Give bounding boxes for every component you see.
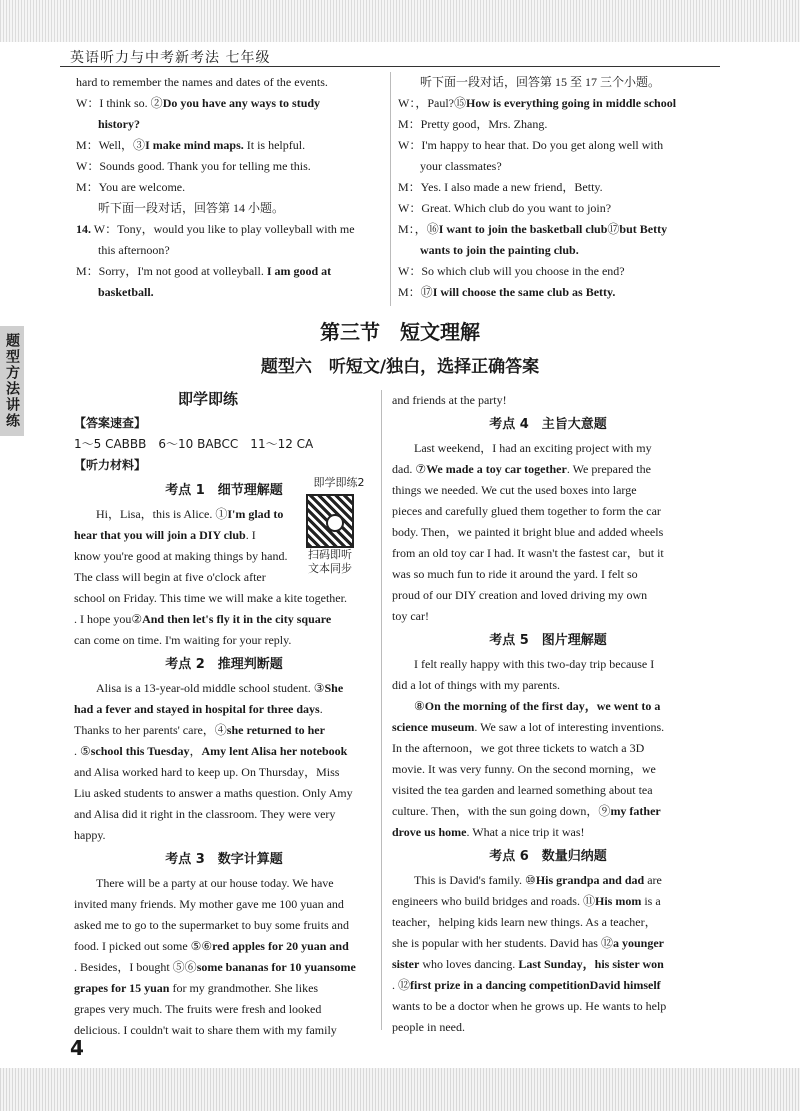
bold-run: We made a toy car together <box>426 462 567 476</box>
text-run: was so much fun to ride it around the yard. I felt so <box>392 567 638 581</box>
text-line <box>398 93 703 114</box>
speaker-label: M： <box>398 180 421 194</box>
speaker-label: W： <box>398 138 422 152</box>
marker: ③ <box>313 681 325 695</box>
text-run: food. I picked out some <box>74 939 191 953</box>
bold-run: a younger <box>612 936 664 950</box>
marker: ⑧ <box>414 699 425 713</box>
marker: ⑨ <box>598 804 611 818</box>
speaker-label: W： <box>398 96 416 110</box>
bold-run: school this Tuesday <box>90 744 190 758</box>
text-run: did a lot of things with my parents. <box>392 678 560 692</box>
text-line <box>392 912 704 933</box>
text-run: Sounds good. Thank you for telling me this. <box>99 159 311 173</box>
bold-run: some <box>329 960 356 974</box>
text-run: Great. Which club do you want to join? <box>421 201 612 215</box>
text-line <box>76 177 381 198</box>
text-run: this afternoon? <box>98 243 170 257</box>
bold-run: but Betty <box>619 222 668 236</box>
text-line <box>398 198 703 219</box>
text-run: asked me to go to the supermarket to buy some fruits and <box>74 918 349 932</box>
bold-run: I make mind maps. <box>145 138 244 152</box>
section-subtitle: 题型六 听短文/独白，选择正确答案 <box>260 357 540 377</box>
text-run: is a <box>641 894 661 908</box>
text-line <box>392 975 704 996</box>
text-run: ，Paul? <box>415 96 454 110</box>
text-line <box>398 240 703 261</box>
speaker-label: M： <box>76 264 99 278</box>
text-run: movie. It was very funny. On the second morning，we <box>392 762 656 776</box>
text-run: invited many friends. My mother gave me 100 yuan and <box>74 897 344 911</box>
text-run: . Besides，I bought <box>74 960 173 974</box>
bold-run: basketball. <box>98 285 154 299</box>
marker: ⑯ <box>426 222 439 236</box>
text-line <box>76 156 381 177</box>
text-line <box>392 564 704 585</box>
subheading: 考点 6 数量归纳题 <box>489 849 607 864</box>
bold-run: His grandpa and dad <box>535 873 645 887</box>
text-line <box>74 699 374 720</box>
text-line <box>76 72 381 93</box>
text-line <box>74 936 374 957</box>
text-line <box>74 546 302 567</box>
text-run: and Alisa worked hard to keep up. On Thursday，Miss <box>74 765 340 779</box>
subheading: 考点 1 细节理解题 <box>165 483 283 498</box>
text-run: wants to be a doctor when he grows up. He wants to help <box>392 999 667 1013</box>
text-run: Sorry，I'm not good at volleyball. <box>98 264 267 278</box>
text-line <box>76 219 381 240</box>
marker: ⑰ <box>607 222 620 236</box>
text-line <box>392 738 704 759</box>
text-line <box>392 822 704 843</box>
text-line <box>74 978 374 999</box>
text-line <box>74 915 374 936</box>
text-line <box>74 504 302 525</box>
text-line <box>392 438 704 459</box>
text-line <box>392 522 704 543</box>
speaker-label: M： <box>76 138 99 152</box>
text-line <box>74 894 374 915</box>
column-divider-top <box>390 72 391 306</box>
text-line <box>398 219 703 240</box>
materials-label: 【听力材料】 <box>74 458 147 472</box>
text-run: can come on time. I'm waiting for your reply. <box>74 633 292 647</box>
speaker-label: W： <box>76 159 100 173</box>
bold-run: had a fever and stayed in hospital for three days <box>74 702 320 716</box>
header-rule <box>60 66 720 67</box>
bold-run: I will choose the same club as Betty. <box>432 285 616 299</box>
text-line <box>398 282 703 303</box>
text-line <box>392 501 704 522</box>
bold-run: David himself <box>589 978 661 992</box>
marker: ① <box>215 507 228 521</box>
text-line <box>392 1017 704 1038</box>
text-run: Alisa is a 13-year-old middle school student. <box>96 681 314 695</box>
text-line <box>74 678 374 699</box>
text-run: . We saw a lot of interesting inventions. <box>474 720 665 734</box>
text-run: from an old toy car I had. It wasn't the fastest car，but it <box>392 546 664 560</box>
bold-run: drove us home <box>392 825 467 839</box>
speaker-label: W： <box>93 222 118 236</box>
text-line <box>76 135 381 156</box>
text-line <box>398 72 703 93</box>
text-run: . What a nice trip it was! <box>466 825 585 839</box>
marker: ⑤⑥ <box>190 939 213 953</box>
speaker-label: W： <box>398 201 422 215</box>
text-line <box>392 606 704 627</box>
speaker-label: W： <box>76 96 100 110</box>
marker: ⑦ <box>415 462 427 476</box>
column-divider <box>381 390 382 1030</box>
text-run: This is David's family. <box>414 873 526 887</box>
marker: ⑮ <box>454 96 467 110</box>
text-run: . <box>74 744 80 758</box>
top-right-dialogue <box>398 72 703 303</box>
marker: ② <box>131 612 143 626</box>
text-line <box>76 93 381 114</box>
text-run: school on Friday. This time we will make a kite together. <box>74 591 347 605</box>
text-line <box>392 870 704 891</box>
text-run: teacher，helping kids learn new things. As a teacher， <box>392 915 657 929</box>
text-line <box>392 654 704 675</box>
bold-run: Amy lent Alisa her notebook <box>201 744 348 758</box>
bold-run: some bananas for 10 yuan <box>196 960 330 974</box>
text-line <box>74 957 374 978</box>
bold-run: hear that you will join a DIY club <box>74 528 246 542</box>
text-run: and friends at the party! <box>392 393 507 407</box>
marker: ② <box>150 96 163 110</box>
marker: ④ <box>214 723 227 737</box>
subheading: 考点 2 推理判断题 <box>165 657 283 672</box>
marker: ⑫ <box>600 936 613 950</box>
text-run: ， <box>414 222 427 236</box>
text-line <box>74 525 302 546</box>
text-line <box>392 759 704 780</box>
text-run: So which club will you choose in the end? <box>421 264 625 278</box>
text-run: . <box>319 702 323 716</box>
text-line <box>392 717 704 738</box>
text-line <box>392 585 704 606</box>
marker: ⑩ <box>525 873 536 887</box>
bold-run: grapes for 15 yuan <box>74 981 170 995</box>
text-run: I think so. <box>99 96 151 110</box>
bold-run: Last Sunday，his sister won <box>518 957 664 971</box>
text-line <box>74 1020 374 1041</box>
text-line <box>392 891 704 912</box>
bold-run: And then let's fly it in the city square <box>142 612 332 626</box>
text-run: engineers who build bridges and roads. <box>392 894 583 908</box>
text-line <box>398 177 703 198</box>
text-run: Last weekend，I had an exciting project with my <box>414 441 652 455</box>
subheading: 考点 5 图片理解题 <box>489 633 607 648</box>
text-run: Thanks to her parents' care， <box>74 723 215 737</box>
side-tab: 题型方法讲练 <box>0 326 24 436</box>
text-line <box>392 933 704 954</box>
page-number: 4 <box>70 1036 84 1060</box>
speaker-label: M： <box>76 180 99 194</box>
text-line <box>74 783 374 804</box>
top-left-dialogue <box>76 72 381 303</box>
text-run: Yes. I also made a new friend，Betty. <box>420 180 603 194</box>
text-line <box>392 543 704 564</box>
text-line <box>392 780 704 801</box>
text-line <box>392 390 704 411</box>
text-run: ， <box>189 744 202 758</box>
bold-run: history? <box>98 117 140 131</box>
text-run: visited the tea garden and learned something about tea <box>392 783 653 797</box>
bold-run: my father <box>610 804 661 818</box>
marker: ③ <box>133 138 146 152</box>
text-line <box>74 609 374 630</box>
text-run: 听下面一段对话，回答第 15 至 17 三个小题。 <box>420 75 661 89</box>
speaker-label: M： <box>398 285 421 299</box>
text-run: You are welcome. <box>98 180 186 194</box>
text-run: hard to remember the names and dates of the events. <box>76 75 328 89</box>
text-run: It is helpful. <box>243 138 306 152</box>
text-run: Pretty good，Mrs. Zhang. <box>420 117 548 131</box>
text-run: . <box>392 978 398 992</box>
text-run: delicious. I couldn't wait to share them with my family <box>74 1023 337 1037</box>
text-line <box>76 282 381 303</box>
bold-run: On the morning of the first day，we went to a <box>424 699 661 713</box>
text-run: your classmates? <box>420 159 502 173</box>
text-run: 听下面一段对话，回答第 14 小题。 <box>98 201 285 215</box>
qr-label: 即学即练2 <box>313 476 365 489</box>
text-run: The class will begin at five o'clock after <box>74 570 266 584</box>
bold-run: sister <box>392 957 420 971</box>
question-number: 14. <box>76 222 91 236</box>
bold-run: first prize in a dancing competition <box>410 978 590 992</box>
text-line <box>392 480 704 501</box>
text-run: happy. <box>74 828 106 842</box>
text-line <box>76 198 381 219</box>
bold-run: Do you have any ways to study <box>162 96 321 110</box>
text-line <box>392 696 704 717</box>
text-line <box>398 261 703 282</box>
bold-run: red apples for 20 yuan and <box>212 939 349 953</box>
scan-noise-top <box>0 0 800 42</box>
bold-run: His mom <box>594 894 642 908</box>
answers-label: 【答案速查】 <box>74 416 147 430</box>
text-line <box>74 630 374 651</box>
page-header: 英语听力与中考新考法 七年级 <box>70 50 271 66</box>
bold-run: How is everything going in middle school <box>466 96 677 110</box>
text-run: people in need. <box>392 1020 465 1034</box>
text-run: proud of our DIY creation and loved driving my own <box>392 588 648 602</box>
bold-run: I'm glad to <box>227 507 284 521</box>
text-run: she is popular with her students. David has <box>392 936 601 950</box>
text-line <box>74 873 374 894</box>
text-line <box>74 720 374 741</box>
text-line <box>74 999 374 1020</box>
text-line <box>398 114 703 135</box>
text-run: I'm happy to hear that. Do you get along well with <box>421 138 664 152</box>
text-run: There will be a party at our house today. We have <box>96 876 334 890</box>
qr-caption: 扫码即听 文本同步 <box>308 548 352 575</box>
text-line <box>392 996 704 1017</box>
text-run: Liu asked students to answer a maths question. Only Amy <box>74 786 353 800</box>
text-line <box>74 762 374 783</box>
text-line <box>76 240 381 261</box>
marker: ⑤⑥ <box>172 960 197 974</box>
bold-run: wants to join the painting club. <box>420 243 579 257</box>
marker: ⑫ <box>398 978 411 992</box>
text-line <box>76 114 381 135</box>
text-run: toy car! <box>392 609 429 623</box>
bold-run: I am good at <box>266 264 332 278</box>
speaker-label: M： <box>398 222 415 236</box>
text-run: culture. Then，with the sun going down， <box>392 804 599 818</box>
text-line <box>392 675 704 696</box>
practice-heading: 即学即练 <box>178 390 239 408</box>
speaker-label: M： <box>398 117 421 131</box>
text-run: Well， <box>98 138 134 152</box>
text-run: In the afternoon，we got three tickets to watch a 3D <box>392 741 645 755</box>
subheading: 考点 3 数字计算题 <box>165 852 283 867</box>
right-column <box>392 390 704 1038</box>
text-run: and Alisa did it right in the classroom. They were very <box>74 807 336 821</box>
text-run: are <box>644 873 662 887</box>
text-line <box>74 588 374 609</box>
text-line <box>76 261 381 282</box>
answers-text: 1～5 CABBB 6～10 BABCC 11～12 CA <box>74 437 314 451</box>
scan-noise-bottom <box>0 1068 800 1111</box>
text-run: . We prepared the <box>566 462 651 476</box>
text-run: . I hope you <box>74 612 132 626</box>
text-run: things we needed. We cut the used boxes into large <box>392 483 637 497</box>
text-run: Tony，would you like to play volleyball with me <box>117 222 355 236</box>
text-line <box>392 801 704 822</box>
text-line <box>392 954 704 975</box>
text-run: . I <box>245 528 256 542</box>
text-run: pieces and carefully glued them together to form the car <box>392 504 661 518</box>
text-run: who loves dancing. <box>419 957 519 971</box>
subheading: 考点 4 主旨大意题 <box>489 417 607 432</box>
bold-run: I want to join the basketball club <box>438 222 608 236</box>
text-line <box>74 741 374 762</box>
text-run: Hi，Lisa，this is Alice. <box>96 507 216 521</box>
text-line <box>74 825 374 846</box>
text-line <box>74 567 302 588</box>
text-run: grapes very much. The fruits were fresh and looked <box>74 1002 322 1016</box>
text-run: know you're good at making things by hand. <box>74 549 288 563</box>
text-line <box>398 156 703 177</box>
text-run: for my grandmother. She likes <box>169 981 319 995</box>
left-column <box>74 477 374 1041</box>
bold-run: She <box>324 681 344 695</box>
section-title: 第三节 短文理解 <box>320 320 480 344</box>
text-run: dad. <box>392 462 416 476</box>
bold-run: she returned to her <box>226 723 325 737</box>
text-run: body. Then，we painted it bright blue and added wheels <box>392 525 664 539</box>
marker: ⑤ <box>80 744 91 758</box>
marker: ⑪ <box>582 894 595 908</box>
bold-run: science museum <box>392 720 475 734</box>
marker: ⑰ <box>420 285 433 299</box>
text-run: I felt really happy with this two-day trip because I <box>414 657 655 671</box>
text-line <box>392 459 704 480</box>
text-line <box>74 804 374 825</box>
speaker-label: W： <box>398 264 422 278</box>
text-line <box>398 135 703 156</box>
